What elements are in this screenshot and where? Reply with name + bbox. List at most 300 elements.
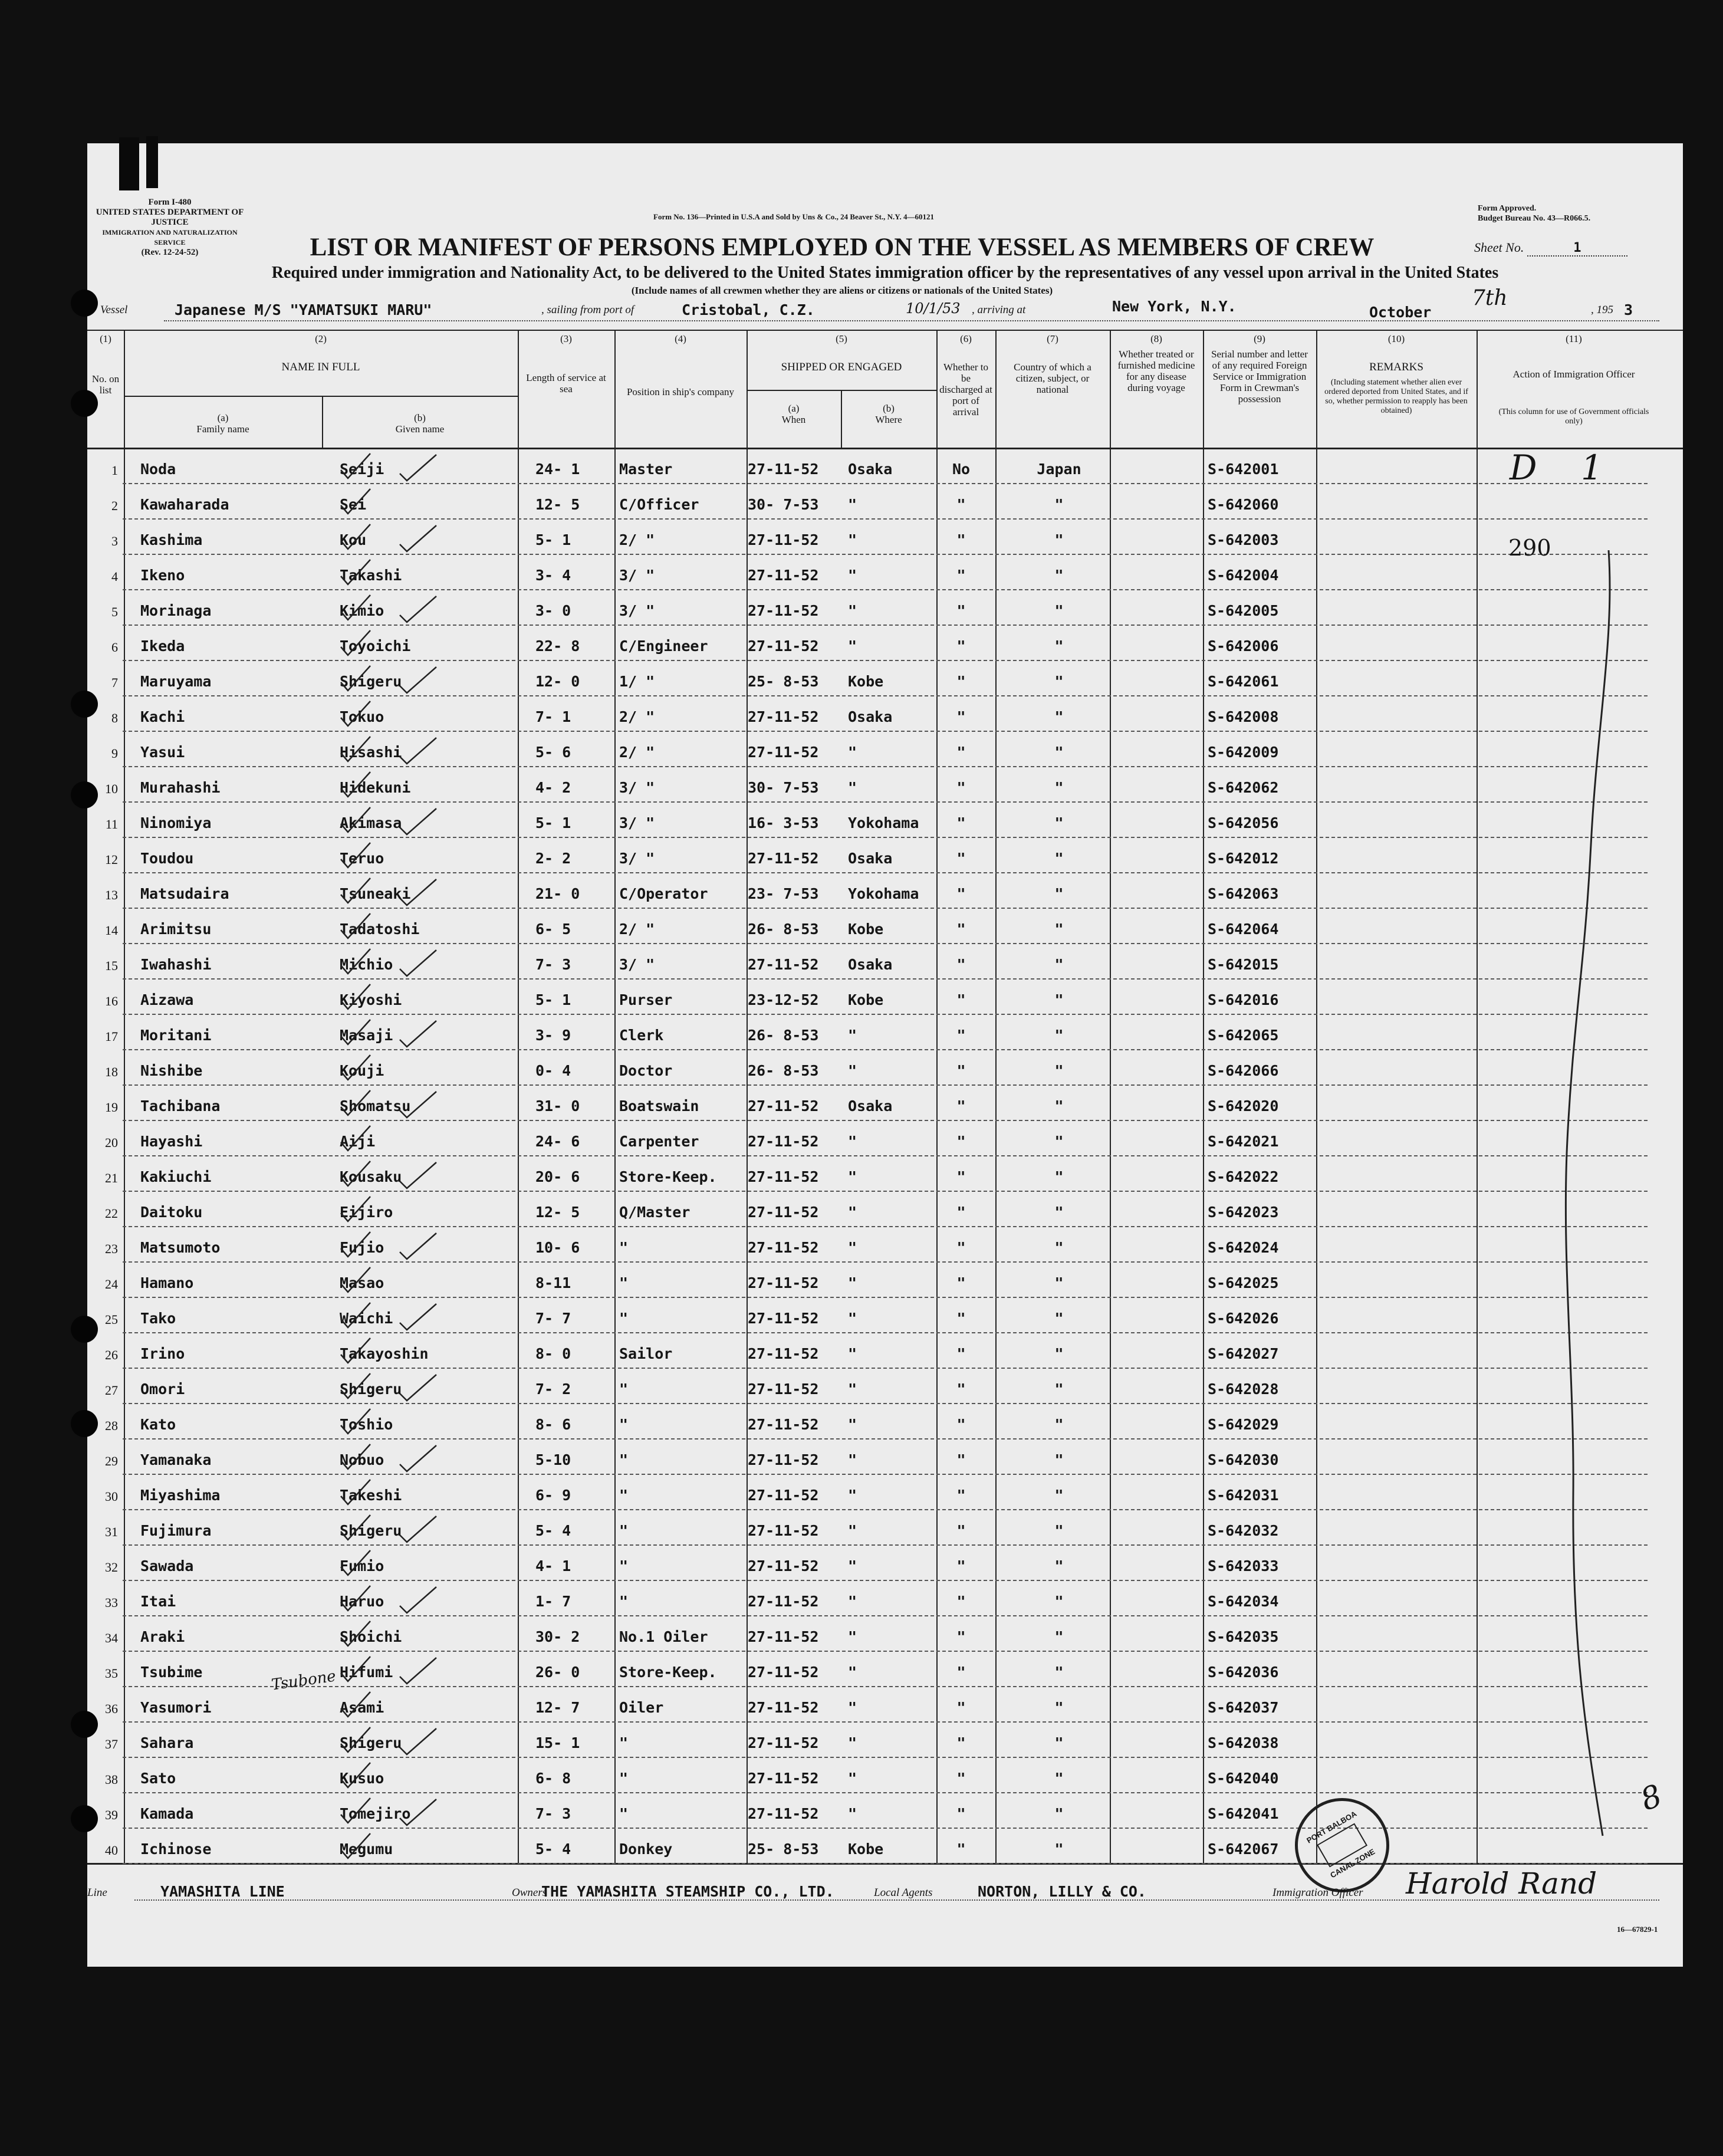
- shipped-where-cell: ": [848, 1133, 857, 1150]
- serial-cell: S-642003: [1208, 531, 1279, 548]
- family-name-cell: Morinaga: [140, 602, 212, 619]
- discharge-cell: ": [956, 496, 966, 513]
- service-cell: 6- 5: [535, 921, 571, 938]
- country-cell: ": [1054, 673, 1064, 690]
- col-head-name: NAME IN FULL: [281, 361, 360, 373]
- arriving-label: , arriving at: [972, 304, 1026, 316]
- col-num: (5): [836, 333, 847, 344]
- shipped-when-cell: 27-11-52: [748, 1628, 819, 1645]
- position-cell: ": [619, 1734, 629, 1751]
- given-name-cell: Tomejiro: [340, 1805, 411, 1822]
- service-cell: 3- 0: [535, 602, 571, 619]
- row-number: 12: [105, 852, 118, 867]
- row-number: 18: [105, 1064, 118, 1079]
- check-mark-icon: [335, 983, 441, 1013]
- position-cell: ": [619, 1522, 629, 1539]
- shipped-when-cell: 27-11-52: [748, 956, 819, 973]
- service-cell: 7- 3: [535, 1805, 571, 1822]
- shipped-where-cell: ": [848, 1664, 857, 1681]
- service-cell: 5- 4: [535, 1841, 571, 1858]
- position-cell: Store-Keep.: [619, 1664, 717, 1681]
- serial-cell: S-642041: [1208, 1805, 1279, 1822]
- service-cell: 3- 4: [535, 567, 571, 584]
- given-name-cell: Eijiro: [340, 1204, 393, 1221]
- shipped-when-cell: 25- 8-53: [748, 1841, 819, 1858]
- table-row: [87, 1086, 1683, 1121]
- name-subheader-rule: [124, 396, 518, 397]
- row-number: 33: [105, 1595, 118, 1610]
- position-cell: Master: [619, 461, 673, 478]
- shipped-when-cell: 27-11-52: [748, 602, 819, 619]
- country-cell: ": [1054, 602, 1064, 619]
- serial-cell: S-642033: [1208, 1557, 1279, 1575]
- serial-cell: S-642016: [1208, 991, 1279, 1008]
- position-cell: Donkey: [619, 1841, 673, 1858]
- col-num: (6): [960, 333, 972, 344]
- service-cell: 15- 1: [535, 1734, 580, 1751]
- country-cell: ": [1054, 1310, 1064, 1327]
- service-cell: 7- 1: [535, 708, 571, 725]
- row-number: 11: [105, 817, 118, 831]
- discharge-cell: ": [956, 1664, 966, 1681]
- owners-label: Owners: [512, 1886, 547, 1899]
- serial-cell: S-642001: [1208, 461, 1279, 478]
- shipped-where-cell: Yokohama: [848, 885, 919, 902]
- shipped-when-cell: 27-11-52: [748, 1557, 819, 1575]
- check-mark-icon: [335, 948, 441, 977]
- shipped-where-cell: Osaka: [848, 461, 893, 478]
- check-mark-icon: [335, 877, 441, 906]
- footer: [87, 1866, 1683, 1907]
- discharge-cell: ": [956, 814, 966, 831]
- serial-cell: S-642027: [1208, 1345, 1279, 1362]
- discharge-cell: ": [956, 1062, 966, 1079]
- shipped-when-cell: 27-11-52: [748, 567, 819, 584]
- margin-mark: 8: [1636, 1778, 1667, 1818]
- agents-label: Local Agents: [874, 1886, 933, 1899]
- serial-cell: S-642021: [1208, 1133, 1279, 1150]
- row-number: 4: [111, 569, 118, 584]
- vessel-label: Vessel: [100, 304, 128, 316]
- row-number: 22: [105, 1206, 118, 1221]
- service-cell: 7- 3: [535, 956, 571, 973]
- family-name-cell: Itai: [140, 1593, 176, 1610]
- family-name-cell: Noda: [140, 461, 176, 478]
- shipped-when-cell: 27-11-52: [748, 1487, 819, 1504]
- table-row: [87, 1156, 1683, 1192]
- discharge-cell: ": [956, 921, 966, 938]
- row-number: 23: [105, 1241, 118, 1256]
- check-mark-icon: [335, 1302, 441, 1331]
- row-number: 6: [111, 640, 118, 655]
- given-name-cell: Shoichi: [340, 1628, 402, 1645]
- given-name-cell: Hisashi: [340, 744, 402, 761]
- discharge-cell: ": [956, 673, 966, 690]
- family-name-cell: Ninomiya: [140, 814, 212, 831]
- table-row: [87, 944, 1683, 980]
- table-row: [87, 1510, 1683, 1546]
- service-cell: 8- 6: [535, 1416, 571, 1433]
- position-cell: Clerk: [619, 1027, 664, 1044]
- position-cell: No.1 Oiler: [619, 1628, 708, 1645]
- sailing-port: Cristobal, C.Z.: [682, 301, 815, 318]
- serial-cell: S-642005: [1208, 602, 1279, 619]
- serial-cell: S-642037: [1208, 1699, 1279, 1716]
- service-name: IMMIGRATION AND NATURALIZATION SERVICE: [102, 228, 238, 247]
- action-number: 290: [1508, 535, 1551, 561]
- table-row: [87, 1015, 1683, 1050]
- discharge-cell: ": [956, 1805, 966, 1822]
- family-name-cell: Ichinose: [140, 1841, 212, 1858]
- position-cell: 3/ ": [619, 850, 655, 867]
- family-name-cell: Sato: [140, 1770, 176, 1787]
- shipped-when-cell: 25- 8-53: [748, 673, 819, 690]
- row-number: 13: [105, 888, 118, 902]
- position-cell: ": [619, 1805, 629, 1822]
- given-name-cell: Shigeru: [340, 1522, 402, 1539]
- row-number: 34: [105, 1631, 118, 1645]
- col-head-country: Country of which a citizen, subject, or national: [1014, 361, 1091, 395]
- shipped-where-cell: Osaka: [848, 850, 893, 867]
- given-name-cell: Kusuo: [340, 1770, 384, 1787]
- given-name-cell: Shigeru: [340, 673, 402, 690]
- position-cell: 2/ ": [619, 531, 655, 548]
- position-cell: 2/ ": [619, 921, 655, 938]
- country-cell: ": [1054, 885, 1064, 902]
- shipped-where-cell: ": [848, 1062, 857, 1079]
- service-cell: 5- 6: [535, 744, 571, 761]
- row-number: 38: [105, 1772, 118, 1787]
- shipped-where-cell: ": [848, 1274, 857, 1291]
- service-cell: 2- 2: [535, 850, 571, 867]
- line-label: Line: [87, 1886, 107, 1899]
- given-name-cell: Takayoshin: [340, 1345, 429, 1362]
- shipped-where-cell: ": [848, 1345, 857, 1362]
- service-cell: 12- 0: [535, 673, 580, 690]
- service-cell: 4- 1: [535, 1557, 571, 1575]
- shipped-when-cell: 27-11-52: [748, 1593, 819, 1610]
- family-name-cell: Yasumori: [140, 1699, 212, 1716]
- shipped-where-cell: Kobe: [848, 673, 884, 690]
- serial-cell: S-642030: [1208, 1451, 1279, 1468]
- service-cell: 7- 2: [535, 1381, 571, 1398]
- table-row: [87, 1616, 1683, 1652]
- position-cell: ": [619, 1416, 629, 1433]
- row-number: 40: [105, 1843, 118, 1858]
- given-name-cell: Waichi: [340, 1310, 393, 1327]
- row-number: 28: [105, 1418, 118, 1433]
- service-cell: 12- 5: [535, 496, 580, 513]
- row-number: 26: [105, 1348, 118, 1362]
- col-num: (8): [1150, 333, 1162, 344]
- discharge-cell: ": [956, 779, 966, 796]
- family-name-cell: Aizawa: [140, 991, 194, 1008]
- service-cell: 10- 6: [535, 1239, 580, 1256]
- row-number: 20: [105, 1135, 118, 1150]
- officer-signature: Harold Rand: [1406, 1866, 1597, 1901]
- discharge-cell: ": [956, 1345, 966, 1362]
- shipped-subheader-rule: [747, 390, 936, 391]
- country-cell: ": [1054, 1805, 1064, 1822]
- row-number: 14: [105, 923, 118, 938]
- country-cell: ": [1054, 1133, 1064, 1150]
- shipped-when-cell: 26- 8-53: [748, 921, 819, 938]
- shipped-where-cell: ": [848, 1628, 857, 1645]
- shipped-where-cell: ": [848, 1168, 857, 1185]
- given-name-cell: Hifumi: [340, 1664, 393, 1681]
- col-head-family-name: (a) Family name: [196, 412, 249, 435]
- col-num: (3): [560, 333, 572, 344]
- family-name-cell: Hamano: [140, 1274, 194, 1291]
- arrival-day-handwritten: 7th: [1472, 286, 1508, 310]
- given-name-cell: Toshio: [340, 1416, 393, 1433]
- service-cell: 24- 1: [535, 461, 580, 478]
- table-row: [87, 555, 1683, 590]
- serial-cell: S-642064: [1208, 921, 1279, 938]
- shipped-when-cell: 27-11-52: [748, 1239, 819, 1256]
- given-name-cell: Asami: [340, 1699, 384, 1716]
- serial-cell: S-642031: [1208, 1487, 1279, 1504]
- subtitle: Required under immigration and Nationality Act, to be delivered to the United States immigration officer by the representatives of any vessel upon arrival in the United States: [271, 264, 1499, 282]
- form-revision: (Rev. 12-24-52): [141, 248, 199, 257]
- check-mark-icon: [335, 842, 441, 871]
- given-name-cell: Tsuneaki: [340, 885, 411, 902]
- row-number: 1: [111, 463, 118, 478]
- country-cell: ": [1054, 1664, 1064, 1681]
- service-cell: 5- 4: [535, 1522, 571, 1539]
- table-row: [87, 732, 1683, 767]
- check-mark-icon: [335, 912, 441, 942]
- family-name-cell: Tako: [140, 1310, 176, 1327]
- shipped-where-cell: ": [848, 1699, 857, 1716]
- position-cell: ": [619, 1274, 629, 1291]
- given-name-cell: Toyoichi: [340, 637, 411, 655]
- given-name-cell: Kimio: [340, 602, 384, 619]
- serial-cell: S-642028: [1208, 1381, 1279, 1398]
- service-cell: 6- 9: [535, 1487, 571, 1504]
- country-cell: ": [1054, 531, 1064, 548]
- shipped-when-cell: 30- 7-53: [748, 496, 819, 513]
- shipped-when-cell: 27-11-52: [748, 1133, 819, 1150]
- discharge-cell: No: [952, 461, 971, 478]
- table-top-rule: [87, 330, 1683, 331]
- arrival-month-day: October: [1369, 304, 1432, 321]
- check-mark-icon: [335, 1443, 441, 1473]
- discharge-cell: ": [956, 1133, 966, 1150]
- table-row: [87, 838, 1683, 873]
- country-cell: ": [1054, 1487, 1064, 1504]
- table-row: [87, 1546, 1683, 1581]
- given-name-cell: Kouji: [340, 1062, 384, 1079]
- serial-cell: S-642022: [1208, 1168, 1279, 1185]
- family-name-cell: Araki: [140, 1628, 185, 1645]
- shipped-where-cell: ": [848, 1239, 857, 1256]
- country-cell: ": [1054, 1062, 1064, 1079]
- sheet-label: Sheet No.: [1474, 240, 1524, 255]
- row-number: 16: [105, 994, 118, 1008]
- shipped-where-cell: ": [848, 567, 857, 584]
- shipped-where-cell: ": [848, 531, 857, 548]
- serial-cell: S-642004: [1208, 567, 1279, 584]
- position-cell: Purser: [619, 991, 673, 1008]
- position-cell: ": [619, 1557, 629, 1575]
- row-number: 19: [105, 1100, 118, 1115]
- given-name-cell: Haruo: [340, 1593, 384, 1610]
- shipped-when-cell: 27-11-52: [748, 461, 819, 478]
- family-name-cell: Toudou: [140, 850, 194, 867]
- table-row: [87, 1227, 1683, 1263]
- shipped-when-cell: 27-11-52: [748, 1805, 819, 1822]
- col-num: (2): [315, 333, 327, 344]
- shipped-where-cell: ": [848, 1451, 857, 1468]
- check-mark-icon: [335, 629, 441, 659]
- family-name-cell: Matsumoto: [140, 1239, 221, 1256]
- col-num: (7): [1047, 333, 1058, 344]
- discharge-cell: ": [956, 744, 966, 761]
- serial-cell: S-642062: [1208, 779, 1279, 796]
- discharge-cell: ": [956, 885, 966, 902]
- family-name-cell: Hayashi: [140, 1133, 203, 1150]
- check-mark-icon: [335, 1726, 441, 1756]
- check-mark-icon: [335, 665, 441, 694]
- table-row: [87, 803, 1683, 838]
- country-cell: ": [1054, 1381, 1064, 1398]
- given-name-cell: Takashi: [340, 567, 402, 584]
- check-mark-icon: [335, 558, 441, 588]
- family-name-cell: Kamada: [140, 1805, 194, 1822]
- country-cell: ": [1054, 991, 1064, 1008]
- service-cell: 4- 2: [535, 779, 571, 796]
- shipped-when-cell: 27-11-52: [748, 1274, 819, 1291]
- given-name-cell: Shigeru: [340, 1734, 402, 1751]
- shipped-where-cell: ": [848, 1734, 857, 1751]
- country-cell: ": [1054, 1239, 1064, 1256]
- position-cell: 3/ ": [619, 779, 655, 796]
- check-mark-icon: [335, 700, 441, 729]
- service-cell: 5- 1: [535, 814, 571, 831]
- serial-cell: S-642034: [1208, 1593, 1279, 1610]
- serial-cell: S-642025: [1208, 1274, 1279, 1291]
- check-mark-icon: [335, 1089, 441, 1119]
- sailing-label: , sailing from port of: [541, 304, 634, 316]
- position-cell: 3/ ": [619, 956, 655, 973]
- agents-value: NORTON, LILLY & CO.: [978, 1883, 1146, 1900]
- discharge-cell: ": [956, 1451, 966, 1468]
- row-number: 17: [105, 1029, 118, 1044]
- check-mark-icon: [335, 1478, 441, 1508]
- check-mark-icon: [335, 1018, 441, 1048]
- discharge-cell: ": [956, 1593, 966, 1610]
- table-row: [87, 1581, 1683, 1616]
- printer-note: Form No. 136—Printed in U.S.A and Sold by Uns & Co., 24 Beaver St., N.Y. 4—60121: [653, 212, 934, 221]
- action-mark: D 1: [1510, 448, 1619, 488]
- col-head-remarks: REMARKS: [1369, 361, 1423, 373]
- footer-underline: [134, 1899, 1659, 1901]
- discharge-cell: ": [956, 637, 966, 655]
- service-cell: 8- 0: [535, 1345, 571, 1362]
- col-num: (11): [1566, 333, 1582, 344]
- check-mark-icon: [335, 771, 441, 800]
- discharge-cell: ": [956, 708, 966, 725]
- given-name-cell: Akimasa: [340, 814, 402, 831]
- shipped-when-cell: 27-11-52: [748, 1522, 819, 1539]
- correction-note: Tsubone: [270, 1667, 337, 1694]
- discharge-cell: ": [956, 1557, 966, 1575]
- serial-cell: S-642032: [1208, 1522, 1279, 1539]
- position-cell: ": [619, 1487, 629, 1504]
- check-mark-icon: [335, 1585, 441, 1614]
- shipped-where-cell: Yokohama: [848, 814, 919, 831]
- shipped-when-cell: 27-11-52: [748, 850, 819, 867]
- given-name-cell: Aiji: [340, 1133, 376, 1150]
- serial-cell: S-642029: [1208, 1416, 1279, 1433]
- position-cell: Store-Keep.: [619, 1168, 717, 1185]
- serial-cell: S-642036: [1208, 1664, 1279, 1681]
- shipped-when-cell: 27-11-52: [748, 1451, 819, 1468]
- table-row: [87, 767, 1683, 803]
- country-cell: ": [1054, 1841, 1064, 1858]
- row-number: 30: [105, 1489, 118, 1504]
- form-approved: Form Approved.: [1478, 204, 1537, 213]
- given-name-cell: Kousaku: [340, 1168, 402, 1185]
- stamp-text-bottom: CANAL ZONE: [1329, 1847, 1377, 1880]
- family-name-cell: Kawaharada: [140, 496, 229, 513]
- country-cell: ": [1054, 921, 1064, 938]
- col-head-serial: Serial number and letter of any required Foreign Service or Immigration Form in Crewman's possession: [1211, 349, 1308, 405]
- col-num: (9): [1254, 333, 1265, 344]
- shipped-when-cell: 26- 8-53: [748, 1062, 819, 1079]
- check-mark-icon: [335, 1160, 441, 1189]
- position-cell: Oiler: [619, 1699, 664, 1716]
- given-name-cell: Shigeru: [340, 1381, 402, 1398]
- shipped-where-cell: ": [848, 779, 857, 796]
- shipped-when-cell: 23-12-52: [748, 991, 819, 1008]
- vessel-name: Japanese M/S "YAMATSUKI MARU": [175, 301, 432, 318]
- action-bracket-line: [1520, 550, 1626, 1865]
- discharge-cell: ": [956, 1416, 966, 1433]
- position-cell: 2/ ": [619, 708, 655, 725]
- shipped-when-cell: 27-11-52: [748, 1310, 819, 1327]
- family-name-cell: Sahara: [140, 1734, 194, 1751]
- table-row: [87, 1687, 1683, 1723]
- table-row: [87, 1050, 1683, 1086]
- family-name-cell: Ikeno: [140, 567, 185, 584]
- table-row: [87, 1333, 1683, 1369]
- discharge-cell: ": [956, 1204, 966, 1221]
- top-left-ink-mark: [146, 136, 158, 188]
- table-row: [87, 873, 1683, 909]
- serial-cell: S-642008: [1208, 708, 1279, 725]
- shipped-where-cell: ": [848, 744, 857, 761]
- service-cell: 26- 0: [535, 1664, 580, 1681]
- given-name-cell: Kiyoshi: [340, 991, 402, 1008]
- table-row: [87, 1793, 1683, 1829]
- stamp-text-top: PORT BALBOA: [1305, 1809, 1359, 1845]
- position-cell: 2/ ": [619, 744, 655, 761]
- check-mark-icon: [335, 1655, 441, 1685]
- table-row: [87, 1829, 1683, 1864]
- sailing-date: 10/1/53: [906, 300, 961, 317]
- given-name-cell: Hidekuni: [340, 779, 411, 796]
- form-agency-block: [87, 198, 252, 258]
- country-cell: ": [1054, 1628, 1064, 1645]
- position-cell: Sailor: [619, 1345, 673, 1362]
- check-mark-icon: [335, 1797, 441, 1826]
- shipped-when-cell: 27-11-52: [748, 637, 819, 655]
- serial-cell: S-642024: [1208, 1239, 1279, 1256]
- row-rule: [123, 1863, 1648, 1864]
- given-name-cell: Takeshi: [340, 1487, 402, 1504]
